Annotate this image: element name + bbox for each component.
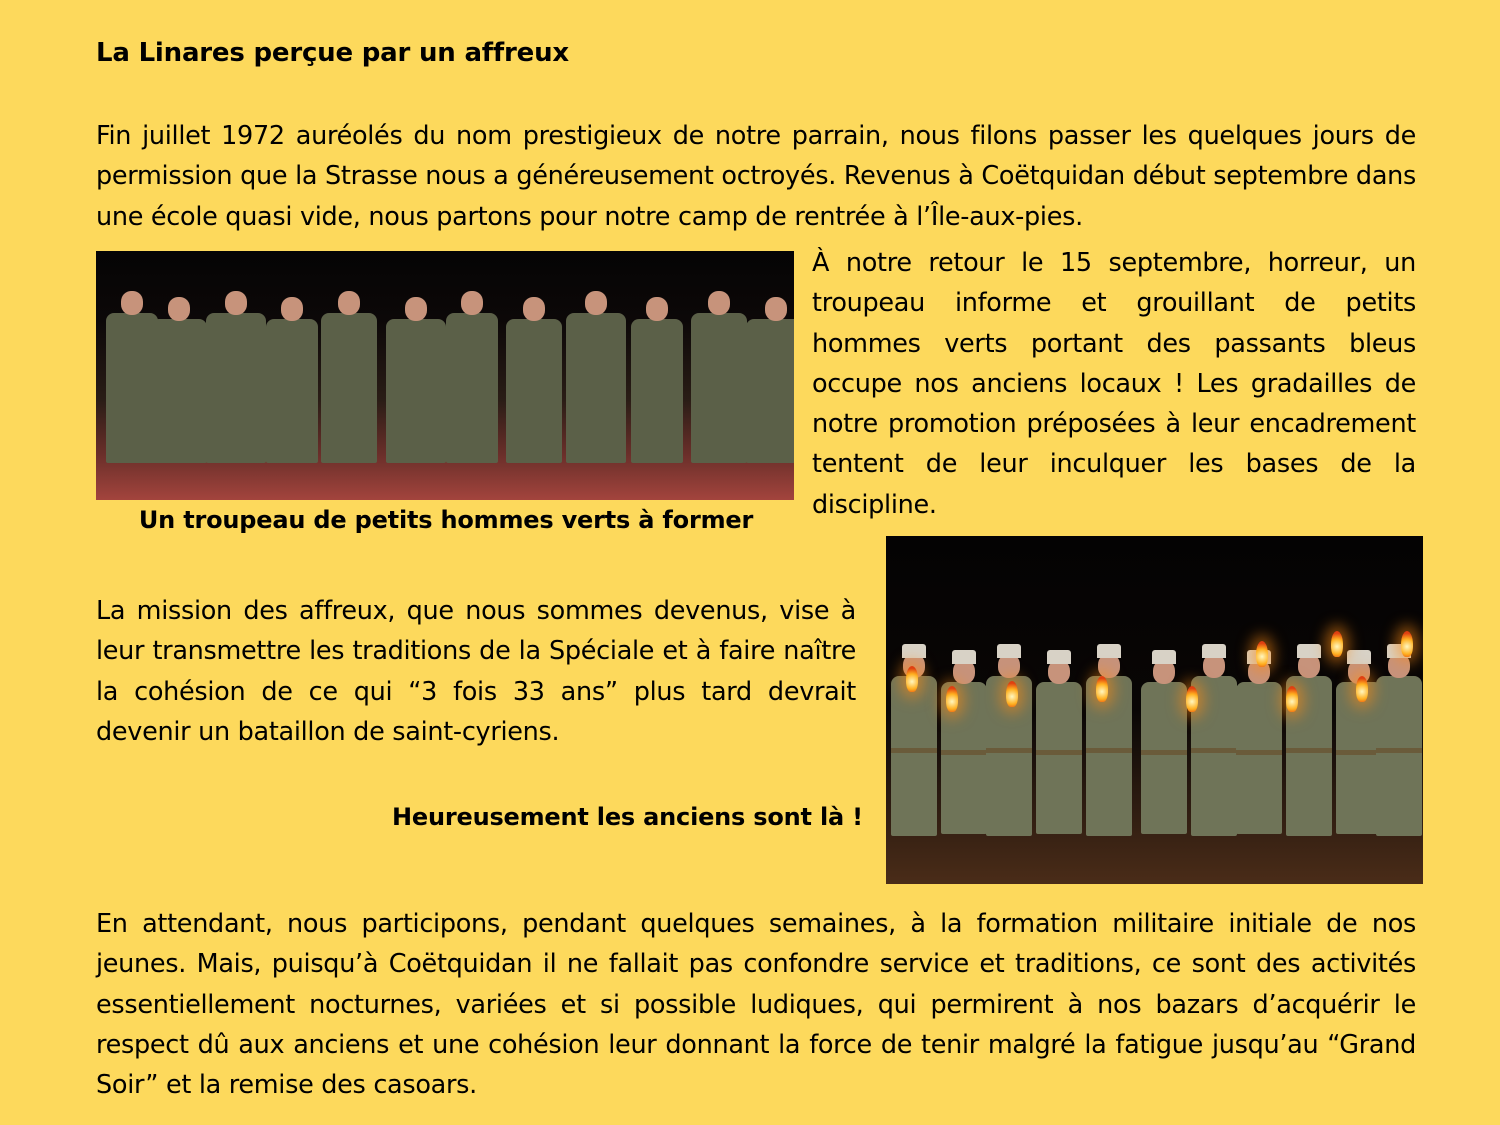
caption-photo-recruits: Un troupeau de petits hommes verts à former [138, 506, 754, 534]
soldier-figure [386, 319, 446, 463]
photo-recruits-formation [96, 251, 794, 500]
soldier-figure [321, 313, 377, 463]
photo-torchlight-ceremony [886, 536, 1423, 884]
soldier-figure [446, 313, 498, 463]
torch-flame [1356, 676, 1368, 702]
paragraph-mission: La mission des affreux, que nous sommes devenus, vise à leur transmettre les traditions de la Spéciale et à faire naître la cohésion de ce qui “3 fois 33 ans” plus tard devrait devenir un bataillon de saint-cyriens. [96, 596, 856, 747]
torch-flame [1286, 686, 1298, 712]
cadet-figure [891, 676, 937, 836]
torch-flame [946, 686, 958, 712]
paragraph-return: À notre retour le 15 septembre, horreur, un troupeau informe et grouillant de petits hommes verts portant des passants bleus occupe nos anciens locaux ! Les gradailles de notre promotion préposées à leur encadrement tentent de leur inculquer les bases de la discipline. [812, 248, 1416, 520]
soldier-figure [151, 319, 207, 463]
soldier-figure [746, 319, 794, 463]
soldier-figure [506, 319, 562, 463]
soldier-figure [566, 313, 626, 463]
soldier-figure [691, 313, 747, 463]
torch-flame [1331, 631, 1343, 657]
torch-flame [1401, 631, 1413, 657]
soldier-figure [206, 313, 266, 463]
soldier-figure [266, 319, 318, 463]
torch-flame [1256, 641, 1268, 667]
cadet-figure [1236, 682, 1282, 834]
torch-flame [1006, 681, 1018, 707]
torch-flame [1096, 676, 1108, 702]
paragraph-training: En attendant, nous participons, pendant quelques semaines, à la formation militaire initiale de nos jeunes. Mais, puisqu’à Coëtquidan il ne fallait pas confondre service et traditions, ce sont des activités essentiellement nocturnes, variées et si possible ludiques, qui permirent à nos bazars d’acquérir le respect dû aux anciens et une cohésion leur donnant la force de tenir malgré la fatigue jusqu’au “Grand Soir” et la remise des casoars. [96, 909, 1416, 1101]
soldier-figure [631, 319, 683, 463]
caption-photo-elders: Heureusement les anciens sont là ! [392, 803, 863, 831]
torch-flame [906, 666, 918, 692]
cadet-figure [1376, 676, 1422, 836]
cadet-figure [1086, 676, 1132, 836]
cadet-figure [1036, 682, 1082, 834]
page-title: La Linares perçue par un affreux [96, 38, 569, 68]
paragraph-intro: Fin juillet 1972 auréolés du nom prestigieux de notre parrain, nous filons passer les quelques jours de permission que la Strasse nous a généreusement octroyés. Revenus à Coëtquidan début septembre dans une école quasi vide, nous partons pour notre camp de rentrée à l’Île-aux-pies. [96, 121, 1416, 232]
cadet-figure [1141, 682, 1187, 834]
torch-flame [1186, 686, 1198, 712]
